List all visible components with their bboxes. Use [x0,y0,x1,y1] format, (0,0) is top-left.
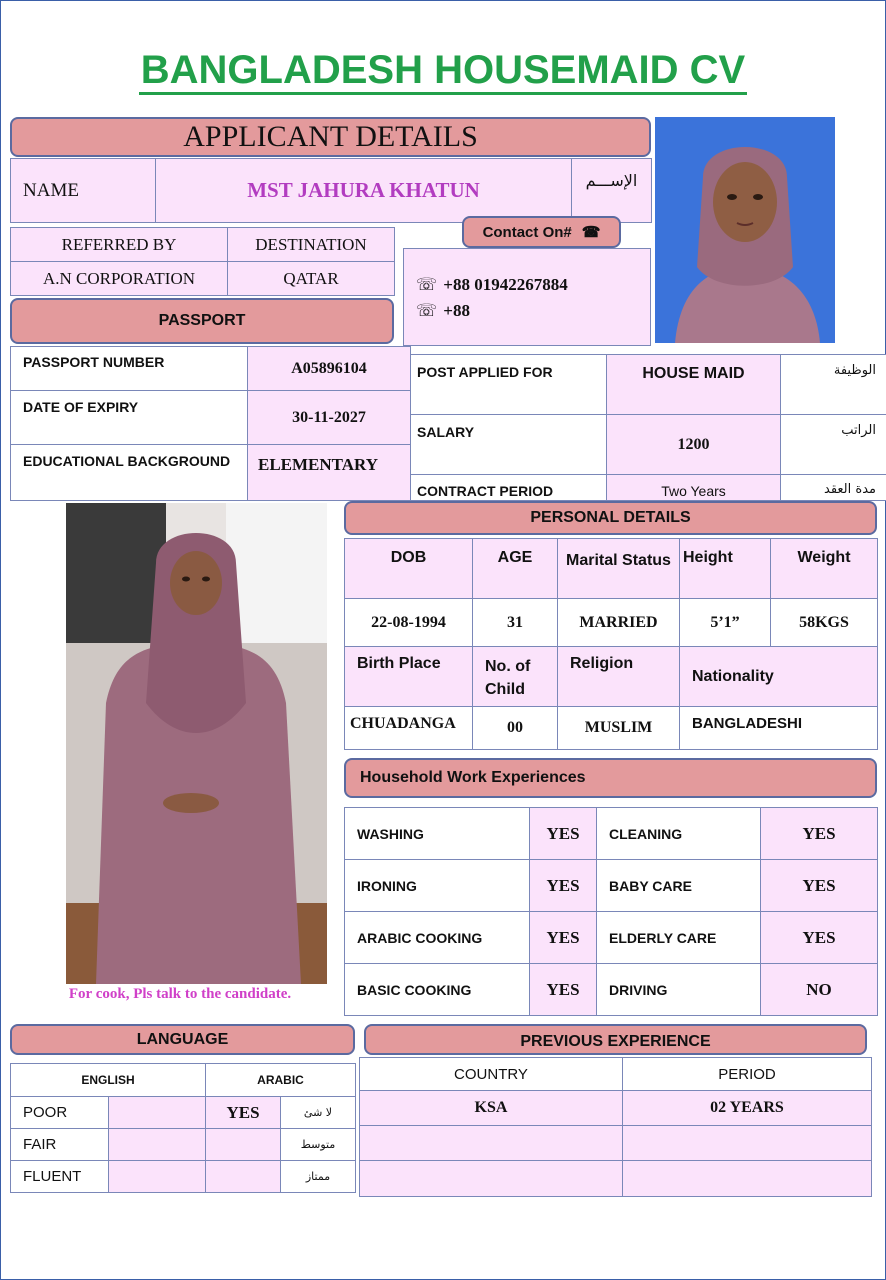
education-label: EDUCATIONAL BACKGROUND [11,445,248,501]
age-value: 31 [473,599,558,647]
household-table [344,807,878,1016]
phone-icon: ☎ [581,224,601,241]
contract-value: Two Years [607,475,781,501]
language-level-label: FLUENT [11,1161,109,1193]
phone-handset-icon: ☏ [416,301,438,321]
cook-note: For cook, Pls talk to the candidate. [68,986,292,1002]
skill-value: YES [530,808,597,860]
contract-label: CONTRACT PERIOD [411,475,607,501]
skill-value: YES [530,860,597,912]
previous-experience-table [359,1057,872,1197]
birthplace-label: Birth Place [345,647,473,707]
skill-value: YES [761,860,878,912]
contact-line [416,275,650,301]
country-column-header: COUNTRY [360,1058,623,1091]
referral-table [10,227,395,296]
salary-label: SALARY [411,415,607,475]
arabic-level-label: لا شئ [281,1097,356,1129]
name-value: MST JAHURA KHATUN [156,159,572,223]
english-level-value [108,1129,206,1161]
dob-label: DOB [345,539,473,599]
marital-value: MARRIED [558,599,680,647]
arabic-level-label: متوسط [281,1129,356,1161]
referred-by-value: A.N CORPORATION [11,262,228,296]
previous-experience-header: PREVIOUS EXPERIENCE [364,1024,867,1055]
contact-box [403,248,651,346]
destination-value: QATAR [228,262,395,296]
skill-label: ELDERLY CARE [597,912,761,964]
previous-period-value [623,1126,872,1161]
contact-phone-1: +88 01942267884 [443,275,568,294]
post-value: HOUSE MAID [607,355,781,415]
children-label: No. of Child [473,647,558,707]
english-level-value [108,1161,206,1193]
english-column-header: ENGLISH [11,1064,206,1097]
skill-label: DRIVING [597,964,761,1016]
weight-label: Weight [771,539,878,599]
contract-arabic-label: مدة العقد [781,475,886,501]
language-header: LANGUAGE [10,1024,355,1055]
name-arabic-label: الإســـم [572,159,652,223]
english-level-value [108,1097,206,1129]
children-value: 00 [473,707,558,750]
portrait-illustration [655,117,835,343]
personal-table [344,538,878,750]
weight-value: 58KGS [771,599,878,647]
height-value: 5’1” [680,599,771,647]
applicant-details-header: APPLICANT DETAILS [10,117,651,157]
destination-label: DESTINATION [228,228,395,262]
skill-value: YES [530,964,597,1016]
religion-value: MUSLIM [558,707,680,750]
applicant-full-photo [66,503,327,984]
previous-period-value: 02 YEARS [623,1091,872,1126]
full-body-illustration [66,503,327,984]
arabic-level-value [206,1161,281,1193]
arabic-level-value: YES [206,1097,281,1129]
previous-period-value [623,1161,872,1197]
referred-by-label: REFERRED BY [11,228,228,262]
skill-label: ARABIC COOKING [345,912,530,964]
language-level-label: POOR [11,1097,109,1129]
height-label: Height [680,539,771,599]
previous-country-value [360,1126,623,1161]
skill-value: YES [761,912,878,964]
religion-label: Religion [558,647,680,707]
skill-value: YES [761,808,878,860]
arabic-column-header: ARABIC [206,1064,356,1097]
skill-label: BABY CARE [597,860,761,912]
previous-country-value [360,1161,623,1197]
name-label: NAME [11,159,156,223]
skill-value: YES [530,912,597,964]
skill-label: CLEANING [597,808,761,860]
passport-table [10,346,411,501]
name-table [10,158,652,223]
post-label: POST APPLIED FOR [411,355,607,415]
language-level-label: FAIR [11,1129,109,1161]
skill-value: NO [761,964,878,1016]
page-title: BANGLADESH HOUSEMAID CV [0,48,886,93]
expiry-value: 30-11-2027 [248,391,411,445]
expiry-label: DATE OF EXPIRY [11,391,248,445]
arabic-level-value [206,1129,281,1161]
passport-number-value: A05896104 [248,347,411,391]
household-header: Household Work Experiences [344,758,877,798]
skill-label: BASIC COOKING [345,964,530,1016]
job-table [410,354,886,501]
salary-value: 1200 [607,415,781,475]
dob-value: 22-08-1994 [345,599,473,647]
skill-label: WASHING [345,808,530,860]
nationality-value: BANGLADESHI [680,707,878,750]
contact-label: Contact On# [482,223,572,241]
language-table [10,1063,356,1193]
contact-line [416,301,650,327]
passport-header: PASSPORT [10,298,394,344]
salary-arabic-label: الراتب [781,415,886,475]
passport-number-label: PASSPORT NUMBER [11,347,248,391]
post-arabic-label: الوظيفة [781,355,886,415]
previous-country-value: KSA [360,1091,623,1126]
nationality-label: Nationality [680,647,878,707]
personal-details-header: PERSONAL DETAILS [344,501,877,535]
period-column-header: PERIOD [623,1058,872,1091]
contact-header [462,216,621,248]
marital-label: Marital Status [558,539,680,599]
phone-handset-icon: ☏ [416,275,438,295]
education-value: ELEMENTARY [248,445,411,501]
skill-label: IRONING [345,860,530,912]
applicant-portrait-photo [655,117,835,343]
arabic-level-label: ممتاز [281,1161,356,1193]
contact-phone-2: +88 [443,301,470,320]
age-label: AGE [473,539,558,599]
birthplace-value: CHUADANGA [345,707,473,750]
